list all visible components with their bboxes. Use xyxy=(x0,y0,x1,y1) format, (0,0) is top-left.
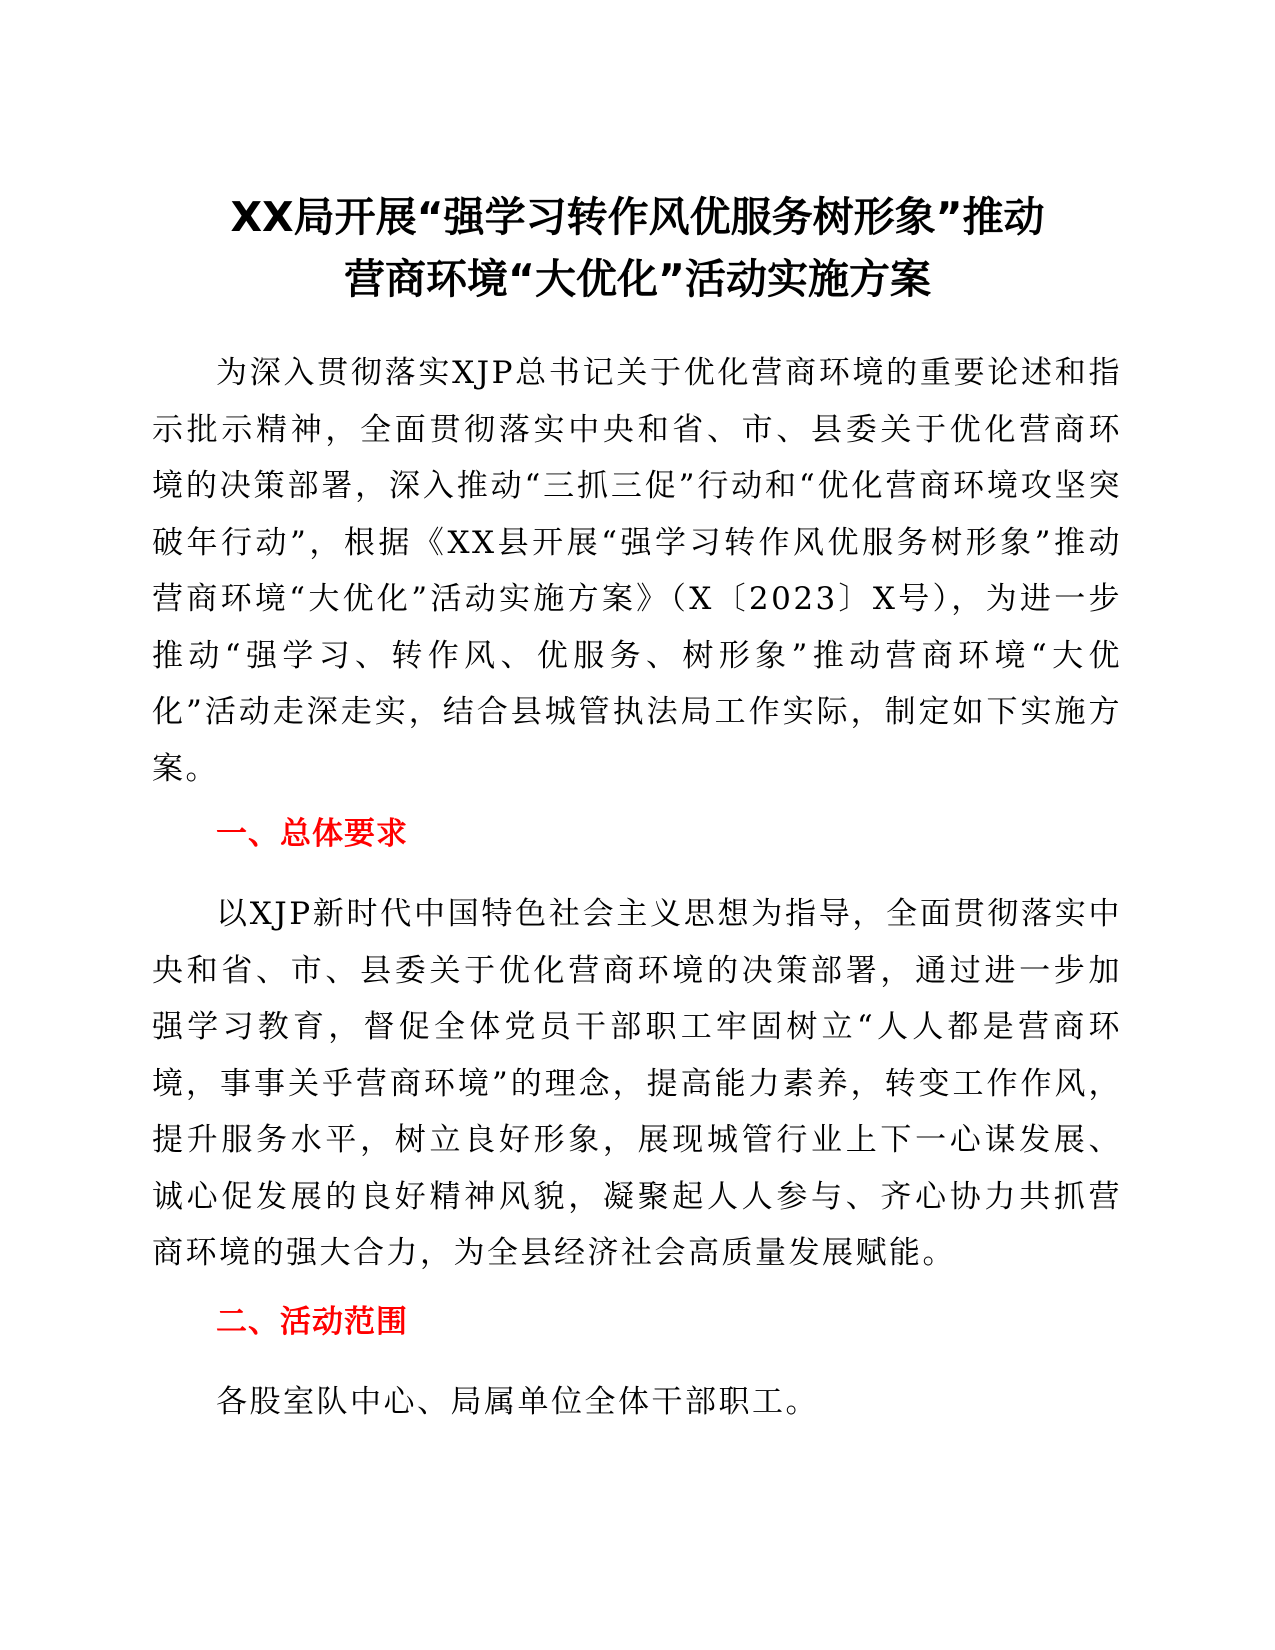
document-title-line-2: 营商环境“大优化”活动实施方案 xyxy=(344,255,931,303)
document-title-line-1: XX局开展“强学习转作风优服务树形象”推动 xyxy=(230,193,1045,241)
section-body-overall-requirements: 以XJP新时代中国特色社会主义思想为指导，全面贯彻落实中央和省、市、县委关于优化营商环境的决策部署，通过进一步加强学习教育，督促全体党员干部职工牢固树立“人人都是营商环境，事事关乎营商环境”的理念，提高能力素养，转变工作作风，提升服务水平，树立良好形象，展现城管行业上下一心谋发展、诚心促发展的良好精神风貌，凝聚起人人参与、齐心协力共抓营商环境的强大合力，为全县经济社会高质量发展赋能。 xyxy=(152,896,1122,1271)
intro-paragraph: 为深入贯彻落实XJP总书记关于优化营商环境的重要论述和指示批示精神，全面贯彻落实中央和省、市、县委关于优化营商环境的决策部署，深入推动“三抓三促”行动和“优化营商环境攻坚突破年行动”，根据《XX县开展“强学习转作风优服务树形象”推动营商环境“大优化”活动实施方案》（X〔2023〕X号），为进一步推动“强学习、转作风、优服务、树形象”推动营商环境“大优化”活动走深走实，结合县城管执法局工作实际，制定如下实施方案。 xyxy=(152,355,1122,787)
document-title xyxy=(140,186,1135,310)
section-heading-activity-scope: 二、活动范围 xyxy=(216,1304,408,1340)
section-heading-overall-requirements: 一、总体要求 xyxy=(216,816,408,852)
section-body-activity-scope: 各股室队中心、局属单位全体干部职工。 xyxy=(216,1384,819,1420)
